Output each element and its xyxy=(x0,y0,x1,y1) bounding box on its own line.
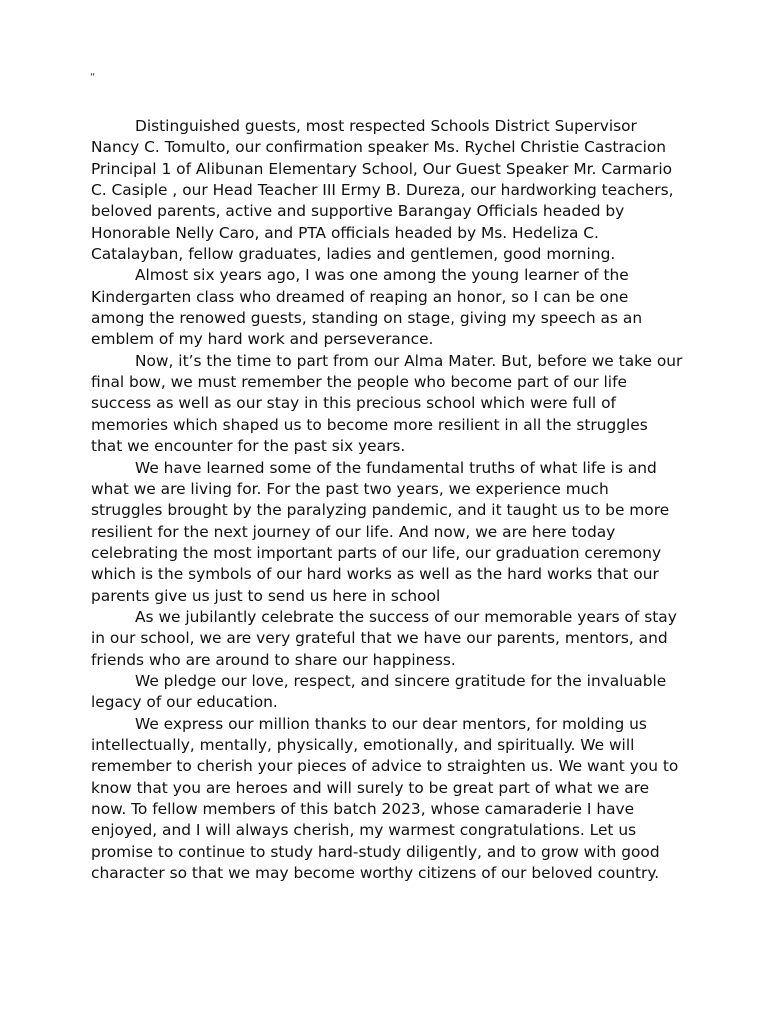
paragraph-pledge: We pledge our love, respect, and sincere gratitude for the invaluable legacy of our education. xyxy=(91,671,667,712)
paragraph-gratitude-celebration: As we jubilantly celebrate the success of our memorable years of stay in our school, we are very grateful that we have our parents, mentors, and friends who are around to share our happiness. xyxy=(91,607,677,669)
opening-quote-mark: “ xyxy=(90,72,96,83)
paragraph-kindergarten-memory: Almost six years ago, I was one among the young learner of the Kindergarten class who dreamed of reaping an honor, so I can be one among the renowed guests, standing on stage, giving my speech as an emblem of my hard work and perseverance. xyxy=(91,266,643,349)
paragraph-life-truths: We have learned some of the fundamental truths of what life is and what we are living for. For the past two years, we experience much struggles brought by the paralyzing pandemic, and it taught us to be more resilient for the next journey of our life. And now, we are here today celebrating the most important parts of our life, our graduation ceremony which is the symbols of our hard works as well as the hard works that our parents give us just to send us here in school xyxy=(91,458,670,605)
paragraph-salutation: Distinguished guests, most respected Schools District Supervisor Nancy C. Tomulto, our confirmation speaker Ms. Rychel Christie Castracion Principal 1 of Alibunan Elementary School, Our Guest Speaker Mr. Carmario C. Casiple , our Head Teacher III Ermy B. Dureza, our hardworking teachers, beloved parents, active and supportive Barangay Officials headed by Honorable Nelly Caro, and PTA officials headed by Ms. Hedeliza C. Catalayban, fellow graduates, ladies and gentlemen, good morning. xyxy=(91,117,674,264)
paragraph-alma-mater: Now, it’s the time to part from our Alma Mater. But, before we take our final bow, we must remember the people who become part of our life success as well as our stay in this precious school which were full of memories which shaped us to become more resilient in all the struggles that we encounter for the past six years. xyxy=(91,351,683,456)
speech-body xyxy=(91,116,683,884)
paragraph-thanks-mentors: We express our million thanks to our dear mentors, for molding us intellectually, mentally, physically, emotionally, and spiritually. We will remember to cherish your pieces of advice to straighten us. We want you to know that you are heroes and will surely to be great part of what we are now. To fellow members of this batch 2023, whose camaraderie I have enjoyed, and I will always cherish, my warmest congratulations. Let us promise to continue to study hard-study diligently, and to grow with good character so that we may become worthy citizens of our beloved country. xyxy=(91,714,679,883)
